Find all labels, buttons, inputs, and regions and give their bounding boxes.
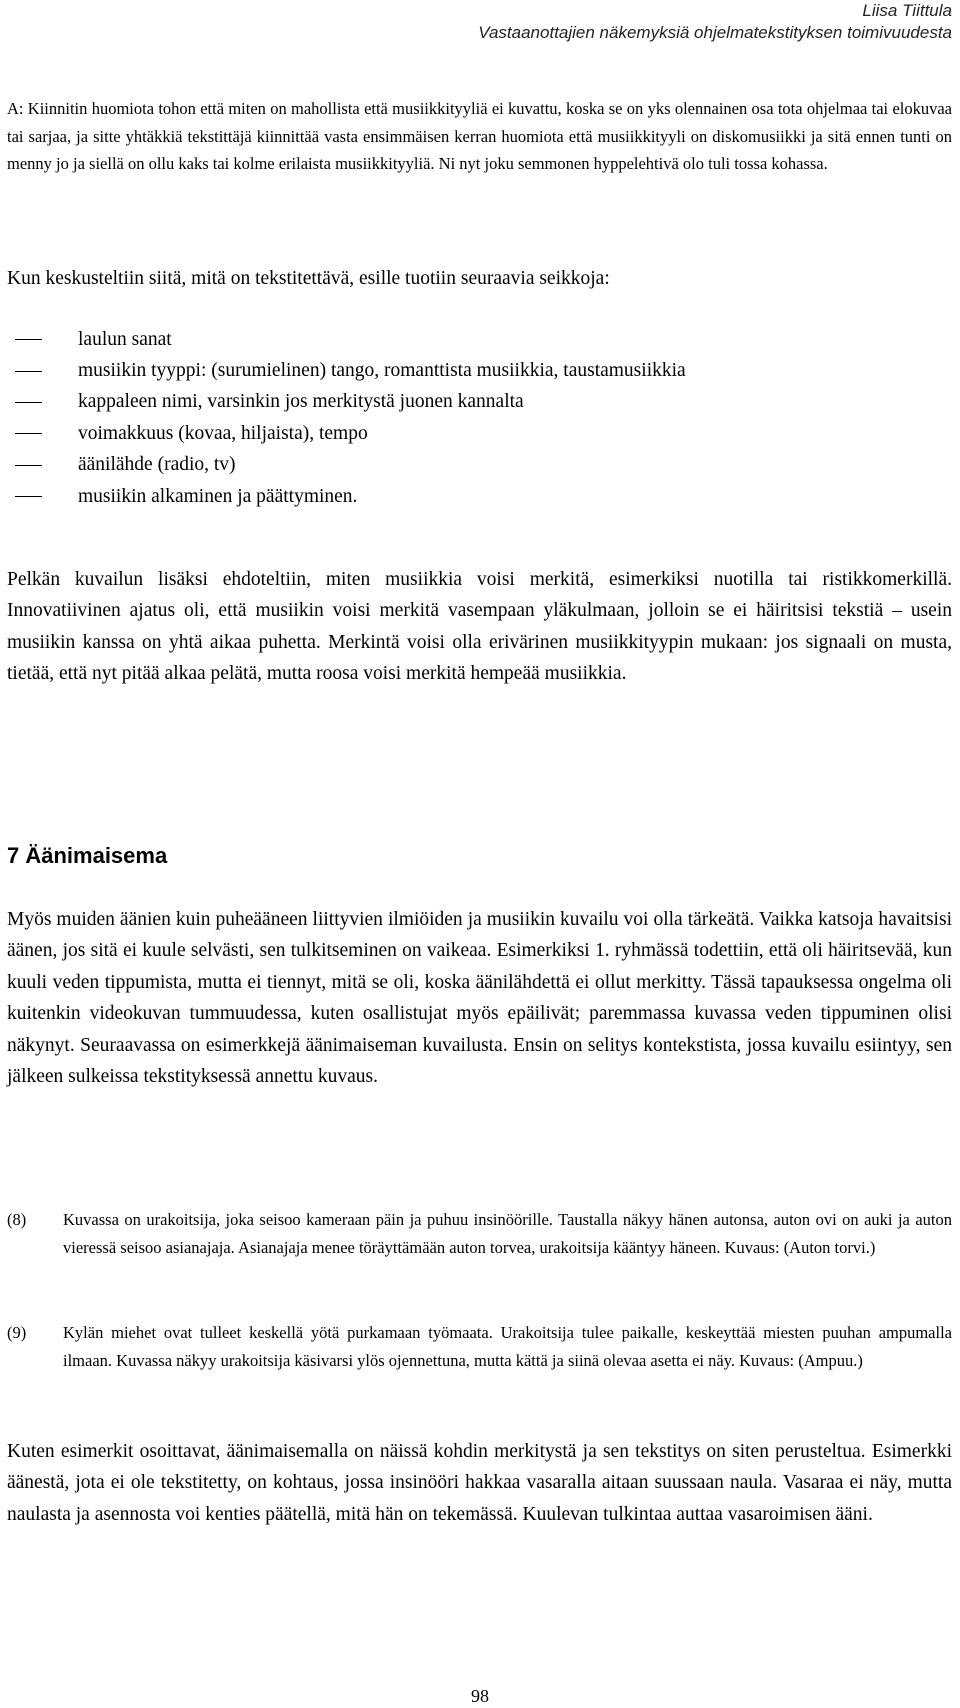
- example-8: [7, 1206, 952, 1261]
- dash-icon: [15, 371, 42, 372]
- list-item: musiikin alkaminen ja päättyminen.: [7, 481, 952, 512]
- paragraph-soundscape: Myös muiden äänien kuin puheääneen liittyvien ilmiöiden ja musiikin kuvailu voi olla tärkeätä. Vaikka katsoja havaitsisi äänen, jos sitä ei kuule selvästi, sen tulkitseminen on vaikeaa. Esimerkiksi 1. ryhmässä todettiin, että oli häiritsevää, kun kuuli veden tippumista, mutta ei tiennyt, mitä se oli, koska äänilähdettä ei ollut merkitty. Tässä tapauksessa ongelma oli kuitenkin videokuvan tummuudessa, kuten osallistujat myös epäilivät; paremmassa kuvassa veden tippuminen olisi näkynyt. Seuraavassa on esimerkkejä äänimaiseman kuvailusta. Ensin on selitys kontekstista, jossa kuvailu esiintyy, sen jälkeen sulkeissa tekstityksessä annettu kuvaus.: [7, 909, 952, 1088]
- paragraph-conclusion: Kuten esimerkit osoittavat, äänimaisemalla on näissä kohdin merkitystä ja sen tekstitys on siten perusteltua. Esimerkki äänestä, jota ei ole tekstitetty, on kohtaus, jossa insinööri hakkaa vasaralla aitaan suussaan naula. Vasaraa ei näy, mutta naulasta ja asennosta voi kenties päätellä, mitä hän on tekemässä. Kuulevan tulkintaa auttaa vasaroimisen ääni.: [7, 1441, 952, 1525]
- example-number: (8): [7, 1210, 27, 1229]
- list-item: kappaleen nimi, varsinkin jos merkitystä juonen kannalta: [7, 387, 952, 418]
- running-header: [478, 0, 952, 44]
- example-text: Kuvassa on urakoitsija, joka seisoo kameraan päin ja puhuu insinöörille. Taustalla näkyy hänen autonsa, auton ovi on auki ja auton vieressä seisoo asianajaja. Asianajaja menee töräyttämään auton torvea, urakoitsija kääntyy häneen. Kuvaus: (Auton torvi.): [63, 1210, 952, 1257]
- list-item: voimakkuus (kovaa, hiljaista), tempo: [7, 418, 952, 449]
- list-item: laulun sanat: [7, 324, 952, 355]
- section-heading: 7 Äänimaisema: [7, 843, 168, 868]
- dash-icon: [15, 465, 42, 466]
- interview-quote: A: Kiinnitin huomiota tohon että miten on mahollista että musiikkityyliä ei kuvattu, koska se on yks olennainen osa tota ohjelmaa tai elokuvaa tai sarjaa, ja sitte yhtäkkiä tekstittäjä kiinnittää vasta ensimmäisen kerran huomiota että musiikkityyli on diskomusiikki ja sitä ennen tunti on menny jo ja siellä on ollu kaks tai kolme erilaista musiikkityyliä. Ni nyt joku semmonen hyppelehtivä olo tuli tossa kohassa.: [7, 99, 952, 173]
- dash-icon: [15, 433, 42, 434]
- example-9: [7, 1319, 952, 1374]
- dash-icon: [15, 339, 42, 340]
- list-item: musiikin tyyppi: (surumielinen) tango, romanttista musiikkia, taustamusiikkia: [7, 355, 952, 386]
- header-title: Vastaanottajien näkemyksiä ohjelmatekstityksen toimivuudesta: [478, 23, 952, 42]
- dash-icon: [15, 496, 42, 497]
- list-item: äänilähde (radio, tv): [7, 450, 952, 481]
- intro-sentence: Kun keskusteltiin siitä, mitä on tekstitettävä, esille tuotiin seuraavia seikkoja:: [7, 268, 610, 289]
- dash-icon: [15, 402, 42, 403]
- header-author: Liisa Tiittula: [862, 1, 952, 20]
- example-number: (9): [7, 1323, 27, 1342]
- page-number: 98: [471, 1686, 489, 1706]
- bullet-list: [7, 324, 952, 512]
- example-text: Kylän miehet ovat tulleet keskellä yötä purkamaan työmaata. Urakoitsija tulee paikalle, keskeyttää miesten puuhan ampumalla ilmaan. Kuvassa näkyy urakoitsija käsivarsi ylös ojennettuna, mutta kättä ja siinä olevaa asetta ei näy. Kuvaus: (Ampuu.): [63, 1323, 952, 1370]
- paragraph-notation: Pelkän kuvailun lisäksi ehdoteltiin, miten musiikkia voisi merkitä, esimerkiksi nuotilla tai ristikkomerkillä. Innovatiivinen ajatus oli, että musiikin voisi merkitä vasempaan yläkulmaan, jolloin se ei häiritsisi tekstiä – usein musiikin kanssa on yhtä aikaa puhetta. Merkintä voisi olla erivärinen musiikkityypin mukaan: jos signaali on musta, tietää, että nyt pitää alkaa pelätä, mutta roosa voisi merkitä hempeää musiikkia.: [7, 569, 952, 685]
